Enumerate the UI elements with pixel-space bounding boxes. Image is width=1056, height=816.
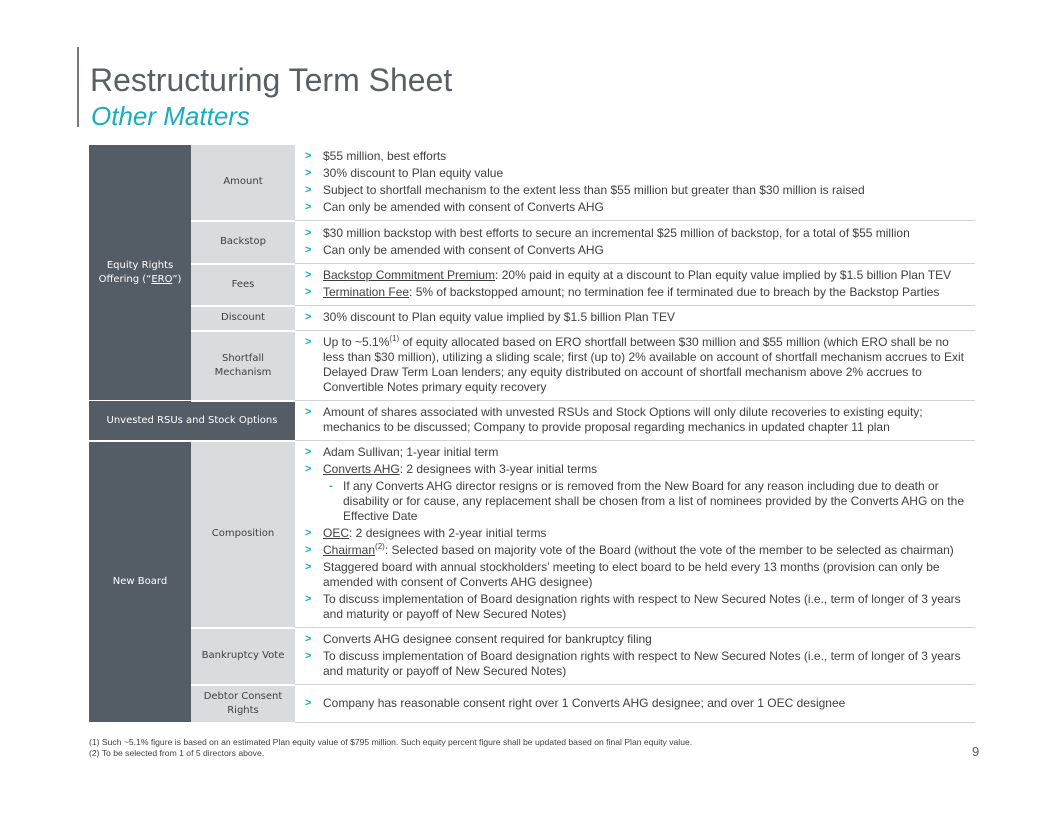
shortfall-details: > Up to ~5.1%$^{(1)}$ of equity allocated based on ERO shortfall between $30 million and $55 million (which ERO shall be no less than $30 million), utilizing a sliding scale; first (up to) 2% available on account of shortfall mechanism accrues to Exit Delayed Draw Term Loan lenders; any equity distributed on account of shortfall mechanism above 2% accrues to Convertible Notes primary equity recovery (295, 331, 975, 401)
footnote-2: (2) To be selected from 1 of 5 directors above. (89, 748, 265, 758)
table-row (89, 401, 975, 441)
table-row (89, 685, 975, 723)
consent-details: > Company has reasonable consent right over 1 Converts AHG designee; and over 1 OEC designee (295, 685, 975, 723)
backstop-details: > $30 million backstop with best efforts to secure an incremental $25 million of backstop, for a total of $55 million > Can only be amended with consent of Converts AHG (295, 221, 975, 264)
table-row (89, 331, 975, 401)
category-unvested-rsus: Unvested RSUs and Stock Options (89, 401, 295, 441)
footnote-1: (1) Such ~5.1% figure is based on an estimated Plan equity value of $795 million. Such equity percent figure shall be updated based on final Plan equity value. (89, 737, 693, 747)
subcategory-composition: Composition (191, 441, 295, 628)
title-accent-bar (77, 47, 79, 127)
table-row (89, 264, 975, 306)
footnotes (89, 737, 692, 759)
subcategory-bankruptcy-vote: Bankruptcy Vote (191, 628, 295, 685)
table-row (89, 628, 975, 685)
category-new-board: New Board (89, 441, 191, 723)
subcategory-amount: Amount (191, 145, 295, 221)
amount-details: > $55 million, best efforts > 30% discount to Plan equity value > Subject to shortfall mechanism to the extent less than $55 million but greater than $30 million is raised > Can only be amended with consent of Converts AHG (295, 145, 975, 221)
subcategory-backstop: Backstop (191, 221, 295, 264)
term-sheet-table (89, 145, 975, 724)
table-row (89, 221, 975, 264)
composition-details: > Adam Sullivan; 1-year initial term > Converts AHG: 2 designees with 3-year initial terms - If any Converts AHG director resigns or is removed from the New Board for any reason including due to death or disability or for cause, any replacement shall be chosen from a list of nominees provided by the Converts AHG on the Effective Date > OEC: 2 designees with 2-year initial terms > Chairman$^{(2)}$: Selected based on majority vote of the Board (without the vote of the member to be selected as chairman) > Staggered board with annual stockholders’ meeting to elect board to be held every 13 months (provision can only be amended with consent of Converts AHG designee) > To discuss implementation of Board designation rights with respect to New Secured Notes (i.e., term of longer of 3 years and maturity or payoff of New Secured Notes) (295, 441, 975, 628)
page-number: 9 (972, 744, 980, 759)
page-title: Restructuring Term Sheet (90, 62, 453, 98)
fees-details: > Backstop Commitment Premium: 20% paid in equity at a discount to Plan equity value implied by $1.5 billion Plan TEV > Termination Fee: 5% of backstopped amount; no termination fee if terminated due to breach by the Backstop Parties (295, 264, 975, 306)
table-row (89, 441, 975, 628)
category-ero: Equity Rights Offering (“ERO”) (89, 145, 191, 401)
table-row (89, 145, 975, 221)
subcategory-debtor-consent-rights: Debtor Consent Rights (191, 685, 295, 723)
page-subtitle: Other Matters (91, 101, 250, 131)
table-row (89, 306, 975, 331)
subcategory-shortfall-mechanism: Shortfall Mechanism (191, 331, 295, 401)
subcategory-discount: Discount (191, 306, 295, 331)
bankruptcy-details: > Converts AHG designee consent required for bankruptcy filing > To discuss implementation of Board designation rights with respect to New Secured Notes (i.e., term of longer of 3 years and maturity or payoff of New Secured Notes) (295, 628, 975, 685)
discount-details: > 30% discount to Plan equity value implied by $1.5 billion Plan TEV (295, 306, 975, 331)
subcategory-fees: Fees (191, 264, 295, 306)
rsu-details: > Amount of shares associated with unvested RSUs and Stock Options will only dilute recoveries to existing equity; mechanics to be discussed; Company to provide proposal regarding mechanics in updated chapter 11 plan (295, 401, 975, 441)
